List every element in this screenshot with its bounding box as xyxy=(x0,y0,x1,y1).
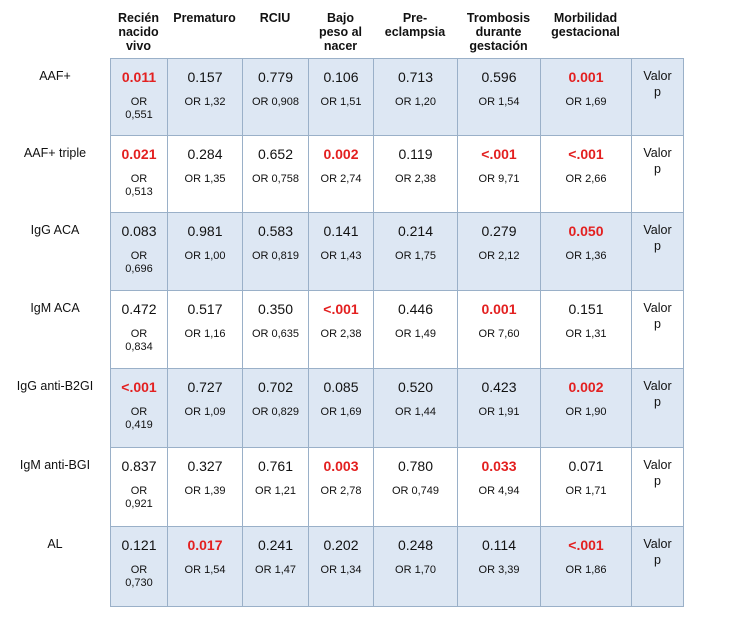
result-cell xyxy=(168,213,243,291)
odds-ratio xyxy=(309,328,373,341)
odds-ratio xyxy=(374,173,457,186)
table-row xyxy=(111,213,684,291)
odds-ratio-line: OR 1,32 xyxy=(184,96,226,108)
p-value: 0.583 xyxy=(257,223,294,239)
result-cell xyxy=(374,527,458,607)
p-value: 0.713 xyxy=(397,69,434,85)
odds-ratio-line: OR 2,78 xyxy=(320,485,362,497)
p-value-significant: 0.003 xyxy=(323,458,359,474)
row-label: IgG ACA xyxy=(30,223,80,237)
odds-ratio-line: 0,696 xyxy=(125,263,153,275)
odds-ratio xyxy=(168,173,242,186)
column-header-line: nacido xyxy=(118,25,159,39)
result-cell xyxy=(168,527,243,607)
column-header-line: eclampsia xyxy=(384,25,446,39)
odds-ratio-line: OR 1,35 xyxy=(184,173,226,185)
p-value-significant: 0.011 xyxy=(121,69,157,85)
odds-ratio-line: OR 1,90 xyxy=(565,406,607,418)
result-cell xyxy=(309,527,374,607)
p-value-significant: 0.021 xyxy=(121,146,157,162)
column-header xyxy=(308,11,373,59)
valor-p-line: p xyxy=(654,162,661,176)
odds-ratio-line: OR 0,758 xyxy=(251,173,300,185)
valor-p-line: p xyxy=(654,239,661,253)
result-cell xyxy=(309,213,374,291)
valor-p-line: p xyxy=(654,85,661,99)
p-value-significant: <.001 xyxy=(323,301,359,317)
column-header xyxy=(167,11,242,59)
p-value: 0.083 xyxy=(121,223,157,239)
row-label: AAF+ xyxy=(39,69,71,83)
result-cell xyxy=(111,291,168,369)
odds-ratio-line: OR 9,71 xyxy=(478,173,520,185)
valor-p-line: Valor xyxy=(643,301,672,315)
odds-ratio-line: OR 1,86 xyxy=(565,564,607,576)
row-label: AL xyxy=(47,537,63,551)
valor-p-line: p xyxy=(654,474,661,488)
result-cell xyxy=(168,59,243,136)
result-cell xyxy=(243,291,309,369)
odds-ratio-line: 0,419 xyxy=(125,419,153,431)
odds-ratio xyxy=(309,250,373,263)
result-cell xyxy=(458,291,541,369)
odds-ratio xyxy=(111,406,167,432)
odds-ratio-line: OR 1,09 xyxy=(184,406,226,418)
row-label: AAF+ triple xyxy=(23,146,87,160)
odds-ratio xyxy=(458,564,540,577)
odds-ratio-line: OR xyxy=(130,564,148,576)
result-cell xyxy=(111,59,168,136)
odds-ratio xyxy=(541,485,631,498)
p-value-significant: 0.002 xyxy=(568,379,604,395)
p-value: 0.779 xyxy=(257,69,294,85)
results-table xyxy=(110,58,684,607)
odds-ratio xyxy=(458,96,540,109)
p-value-significant: 0.017 xyxy=(187,537,223,553)
p-value: 0.350 xyxy=(257,301,294,317)
p-value: 0.837 xyxy=(121,458,157,474)
odds-ratio xyxy=(111,96,167,122)
p-value: 0.141 xyxy=(323,223,359,239)
column-header xyxy=(540,11,631,59)
result-cell xyxy=(309,291,374,369)
p-value-significant: 0.050 xyxy=(568,223,604,239)
p-value-significant: <.001 xyxy=(568,146,604,162)
table-row xyxy=(111,136,684,213)
column-header-line: vivo xyxy=(125,39,151,53)
result-cell xyxy=(243,527,309,607)
odds-ratio xyxy=(309,96,373,109)
odds-ratio-line: OR 1,70 xyxy=(395,564,436,576)
p-value-significant: 0.033 xyxy=(481,458,517,474)
odds-ratio xyxy=(374,564,457,577)
odds-ratio xyxy=(374,328,457,341)
odds-ratio xyxy=(168,564,242,577)
odds-ratio xyxy=(374,406,457,419)
odds-ratio xyxy=(374,485,457,498)
odds-ratio xyxy=(243,328,308,341)
valor-p-line: Valor xyxy=(643,69,672,83)
odds-ratio-line: OR 2,12 xyxy=(478,250,520,262)
odds-ratio-line: OR 1,44 xyxy=(395,406,436,418)
odds-ratio xyxy=(111,173,167,199)
result-cell xyxy=(374,213,458,291)
p-value-significant: 0.002 xyxy=(323,146,359,162)
odds-ratio xyxy=(243,250,308,263)
column-header-line: durante xyxy=(475,25,522,39)
p-value: 0.121 xyxy=(121,537,157,553)
odds-ratio-line: 0,921 xyxy=(125,498,153,510)
result-cell xyxy=(168,291,243,369)
valor-p-cell xyxy=(632,291,684,369)
odds-ratio-line: OR 2,74 xyxy=(320,173,362,185)
odds-ratio-line: OR 1,47 xyxy=(255,564,296,576)
odds-ratio xyxy=(309,564,373,577)
valor-p-cell xyxy=(632,59,684,136)
p-value: 0.761 xyxy=(257,458,294,474)
p-value: 0.248 xyxy=(397,537,434,553)
p-value: 0.202 xyxy=(323,537,359,553)
result-cell xyxy=(541,59,632,136)
valor-p-line: p xyxy=(654,317,661,331)
odds-ratio xyxy=(243,96,308,109)
odds-ratio xyxy=(309,406,373,419)
result-cell xyxy=(541,213,632,291)
valor-p-label xyxy=(632,536,683,568)
p-value: 0.472 xyxy=(121,301,157,317)
odds-ratio-line: OR xyxy=(130,328,148,340)
valor-p-cell xyxy=(632,213,684,291)
p-value-significant: <.001 xyxy=(568,537,604,553)
valor-p-line: Valor xyxy=(643,379,672,393)
result-cell xyxy=(458,369,541,448)
result-cell xyxy=(458,527,541,607)
p-value: 0.279 xyxy=(481,223,517,239)
odds-ratio-line: OR 1,51 xyxy=(320,96,362,108)
valor-p-line: p xyxy=(654,553,661,567)
valor-p-line: Valor xyxy=(643,458,672,472)
odds-ratio xyxy=(541,328,631,341)
odds-ratio xyxy=(541,96,631,109)
valor-p-cell xyxy=(632,527,684,607)
p-value: 0.327 xyxy=(187,458,223,474)
result-cell xyxy=(309,369,374,448)
p-value: 0.284 xyxy=(187,146,223,162)
column-header-line: Trombosis xyxy=(466,11,531,25)
odds-ratio xyxy=(541,564,631,577)
column-header-line: Pre- xyxy=(402,11,428,25)
odds-ratio xyxy=(168,485,242,498)
result-cell xyxy=(111,527,168,607)
odds-ratio-line: OR 1,39 xyxy=(184,485,226,497)
p-value: 0.981 xyxy=(187,223,223,239)
result-cell xyxy=(374,59,458,136)
odds-ratio-line: OR 1,49 xyxy=(395,328,436,340)
odds-ratio xyxy=(111,564,167,590)
odds-ratio-line: OR 1,36 xyxy=(565,250,607,262)
valor-p-cell xyxy=(632,448,684,527)
valor-p-line: Valor xyxy=(643,223,672,237)
odds-ratio xyxy=(309,173,373,186)
odds-ratio-line: OR 0,819 xyxy=(251,250,300,262)
p-value-significant: 0.001 xyxy=(481,301,517,317)
p-value: 0.423 xyxy=(481,379,517,395)
result-cell xyxy=(541,291,632,369)
table-row xyxy=(111,369,684,448)
p-value: 0.702 xyxy=(257,379,294,395)
column-header-line: gestación xyxy=(469,39,528,53)
result-cell xyxy=(111,136,168,213)
odds-ratio xyxy=(168,328,242,341)
result-cell xyxy=(168,369,243,448)
odds-ratio xyxy=(168,96,242,109)
odds-ratio xyxy=(309,485,373,498)
valor-p-line: p xyxy=(654,395,661,409)
result-cell xyxy=(309,136,374,213)
odds-ratio-line: OR 1,91 xyxy=(478,406,520,418)
row-label: IgM ACA xyxy=(30,301,80,315)
p-value: 0.071 xyxy=(568,458,604,474)
odds-ratio-line: OR 1,54 xyxy=(478,96,520,108)
odds-ratio xyxy=(458,406,540,419)
odds-ratio-line: OR 4,94 xyxy=(478,485,520,497)
column-header-line: nacer xyxy=(323,39,358,53)
column-header-line: Recién xyxy=(118,11,159,25)
odds-ratio xyxy=(243,173,308,186)
result-cell xyxy=(541,136,632,213)
column-header xyxy=(457,11,540,59)
p-value: 0.119 xyxy=(398,146,433,162)
table-row xyxy=(111,527,684,607)
result-cell xyxy=(541,369,632,448)
result-cell xyxy=(111,448,168,527)
valor-p-label xyxy=(632,222,683,254)
odds-ratio xyxy=(458,328,540,341)
odds-ratio xyxy=(374,250,457,263)
odds-ratio xyxy=(541,250,631,263)
column-header-line: Prematuro xyxy=(173,11,236,25)
odds-ratio-line: OR 1,16 xyxy=(184,328,226,340)
result-cell xyxy=(243,59,309,136)
valor-p-label xyxy=(632,68,683,100)
odds-ratio-line: OR 0,908 xyxy=(251,96,300,108)
odds-ratio-line: OR 2,66 xyxy=(565,173,607,185)
odds-ratio xyxy=(458,485,540,498)
odds-ratio-line: OR 3,39 xyxy=(478,564,520,576)
result-cell xyxy=(243,448,309,527)
result-cell xyxy=(243,213,309,291)
odds-ratio xyxy=(374,96,457,109)
result-cell xyxy=(168,448,243,527)
p-value: 0.780 xyxy=(397,458,434,474)
valor-p-line: Valor xyxy=(643,146,672,160)
odds-ratio-line: 0,730 xyxy=(125,577,153,589)
odds-ratio xyxy=(168,250,242,263)
p-value: 0.114 xyxy=(482,537,516,553)
result-cell xyxy=(458,213,541,291)
odds-ratio-line: OR xyxy=(130,485,148,497)
valor-p-line: Valor xyxy=(643,537,672,551)
p-value: 0.727 xyxy=(187,379,223,395)
odds-ratio-line: OR 1,69 xyxy=(320,406,362,418)
odds-ratio xyxy=(541,173,631,186)
odds-ratio xyxy=(243,406,308,419)
odds-ratio-line: OR 1,34 xyxy=(320,564,362,576)
odds-ratio xyxy=(458,250,540,263)
table-row xyxy=(111,59,684,136)
odds-ratio-line: OR 1,00 xyxy=(184,250,226,262)
odds-ratio-line: OR 1,20 xyxy=(395,96,436,108)
odds-ratio-line: OR 1,31 xyxy=(565,328,607,340)
p-value: 0.652 xyxy=(257,146,294,162)
odds-ratio xyxy=(111,485,167,511)
result-cell xyxy=(111,213,168,291)
p-value: 0.520 xyxy=(397,379,434,395)
odds-ratio-line: OR xyxy=(130,96,148,108)
odds-ratio xyxy=(243,485,308,498)
p-value: 0.157 xyxy=(187,69,223,85)
column-header-line: RCIU xyxy=(259,11,291,25)
p-value: 0.214 xyxy=(397,223,434,239)
odds-ratio xyxy=(541,406,631,419)
odds-ratio-line: OR 1,43 xyxy=(320,250,362,262)
odds-ratio-line: OR 7,60 xyxy=(478,328,520,340)
result-cell xyxy=(374,291,458,369)
p-value: 0.151 xyxy=(568,301,604,317)
odds-ratio-line: OR 1,69 xyxy=(565,96,607,108)
column-header xyxy=(373,11,457,59)
odds-ratio-line: OR 2,38 xyxy=(320,328,362,340)
odds-ratio-line: OR 2,38 xyxy=(395,173,436,185)
odds-ratio-line: OR xyxy=(130,250,148,262)
odds-ratio xyxy=(243,564,308,577)
odds-ratio-line: OR 0,829 xyxy=(251,406,300,418)
p-value-significant: 0.001 xyxy=(568,69,604,85)
result-cell xyxy=(458,59,541,136)
odds-ratio-line: OR 1,71 xyxy=(565,485,607,497)
odds-ratio xyxy=(111,328,167,354)
column-header xyxy=(110,11,167,59)
result-cell xyxy=(458,136,541,213)
valor-p-label xyxy=(632,145,683,177)
p-value: 0.446 xyxy=(397,301,434,317)
odds-ratio-line: 0,834 xyxy=(125,341,153,353)
result-cell xyxy=(374,369,458,448)
odds-ratio-line: 0,551 xyxy=(125,109,153,121)
column-header xyxy=(242,11,308,59)
column-header-line: peso al xyxy=(318,25,363,39)
result-cell xyxy=(168,136,243,213)
valor-p-label xyxy=(632,378,683,410)
odds-ratio xyxy=(168,406,242,419)
odds-ratio-line: OR 1,54 xyxy=(184,564,226,576)
odds-ratio xyxy=(458,173,540,186)
valor-p-label xyxy=(632,457,683,489)
valor-p-cell xyxy=(632,369,684,448)
row-label: IgG anti-B2GI xyxy=(16,379,94,393)
p-value: 0.596 xyxy=(481,69,517,85)
odds-ratio-line: OR 0,635 xyxy=(251,328,300,340)
result-cell xyxy=(243,136,309,213)
result-cell xyxy=(374,448,458,527)
table-row xyxy=(111,448,684,527)
result-cell xyxy=(458,448,541,527)
result-cell xyxy=(243,369,309,448)
result-cell xyxy=(111,369,168,448)
result-cell xyxy=(309,448,374,527)
p-value-significant: <.001 xyxy=(481,146,517,162)
column-header-line: gestacional xyxy=(551,25,620,39)
p-value: 0.517 xyxy=(187,301,223,317)
table-row xyxy=(111,291,684,369)
column-header-line: Bajo xyxy=(326,11,355,25)
odds-ratio-line: OR xyxy=(130,406,148,418)
odds-ratio xyxy=(111,250,167,276)
p-value: 0.085 xyxy=(323,379,359,395)
p-value: 0.241 xyxy=(257,537,294,553)
p-value-significant: <.001 xyxy=(121,379,157,395)
odds-ratio-line: OR 1,75 xyxy=(395,250,436,262)
odds-ratio-line: OR 0,749 xyxy=(391,485,440,497)
odds-ratio-line: OR xyxy=(130,173,148,185)
result-cell xyxy=(374,136,458,213)
p-value: 0.106 xyxy=(323,69,359,85)
valor-p-cell xyxy=(632,136,684,213)
odds-ratio-line: OR 1,21 xyxy=(255,485,296,497)
column-header-line: Morbilidad xyxy=(553,11,618,25)
valor-p-label xyxy=(632,300,683,332)
result-cell xyxy=(309,59,374,136)
row-label: IgM anti-BGI xyxy=(19,458,91,472)
odds-ratio-line: 0,513 xyxy=(125,186,153,198)
result-cell xyxy=(541,448,632,527)
result-cell xyxy=(541,527,632,607)
